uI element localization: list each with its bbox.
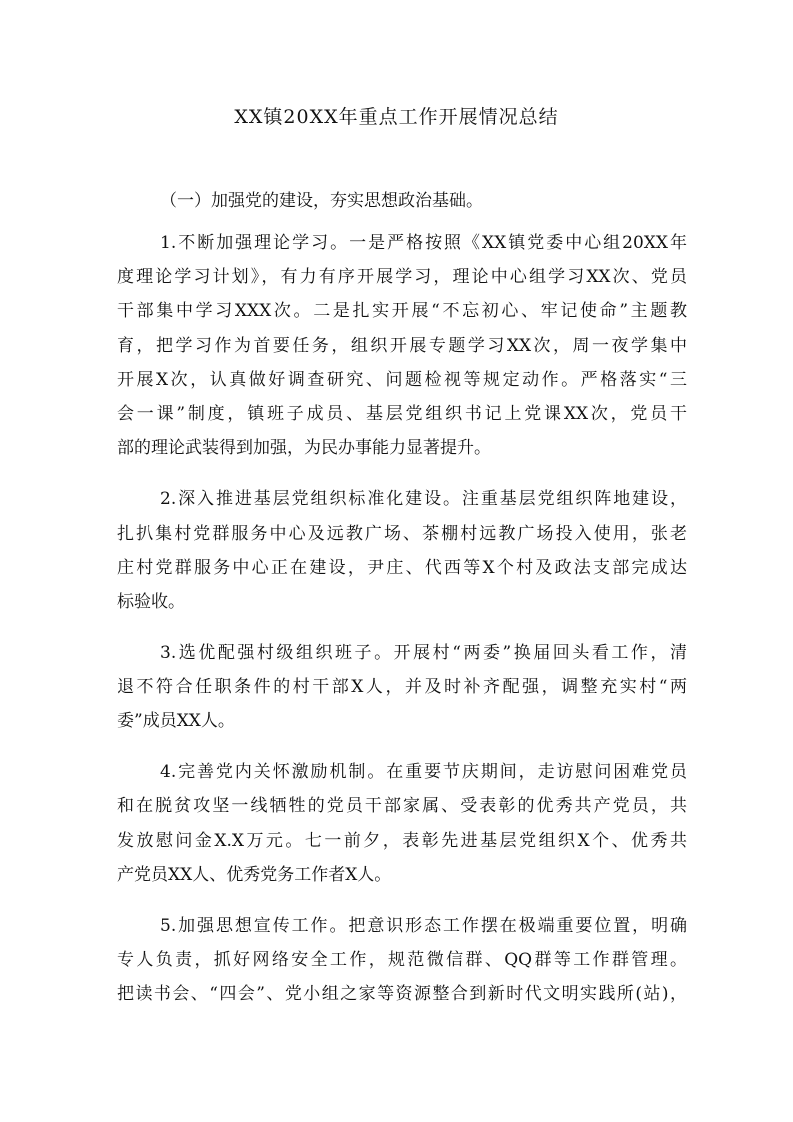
paragraph-1-line-3: 干部集中学习XXX次。二是扎实开展“不忘初心、牢记使命”主题教 (117, 301, 687, 321)
paragraph-1-line-5: 开展X次，认真做好调查研究、问题检视等规定动作。严格落实“三 (117, 370, 687, 390)
paragraph-4-line-3: 发放慰问金X.X万元。七一前夕，表彰先进基层党组织X个、优秀共 (117, 831, 687, 851)
paragraph-1-line-2: 度理论学习计划》，有力有序开展学习，理论中心组学习XX次、党员 (117, 267, 687, 287)
paragraph-1-line-7: 部的理论武装得到加强，为民办事能力显著提升。 (117, 438, 491, 458)
section-heading: （一）加强党的建设，夯实思想政治基础。 (160, 191, 483, 211)
paragraph-4-line-4: 产党员XX人、优秀党务工作者X人。 (117, 865, 392, 885)
paragraph-4-line-1: 4.完善党内关怀激励机制。在重要节庆期间，走访慰问困难党员 (160, 762, 687, 782)
paragraph-2-line-3: 庄村党群服务中心正在建设，尹庄、代西等X个村及政法支部完成达 (117, 558, 687, 578)
paragraph-2-line-2: 扎扒集村党群服务中心及远教广场、茶棚村远教广场投入使用，张老 (117, 524, 687, 544)
paragraph-1-line-6: 会一课”制度，镇班子成员、基层党组织书记上党课XX次，党员干 (117, 404, 687, 424)
paragraph-5-line-2: 专人负责，抓好网络安全工作，规范微信群、QQ群等工作群管理。 (117, 950, 687, 970)
paragraph-5-line-3: 把读书会、“四会”、党小组之家等资源整合到新时代文明实践所(站)， (117, 984, 687, 1004)
paragraph-3-line-1: 3.选优配强村级组织班子。开展村“两委”换届回头看工作，清 (160, 643, 687, 663)
paragraph-3-line-2: 退不符合任职条件的村干部X人，并及时补齐配强，调整充实村“两 (117, 677, 687, 697)
paragraph-3-line-3: 委”成员XX人。 (117, 711, 235, 731)
paragraph-2-line-1: 2.深入推进基层党组织标准化建设。注重基层党组织阵地建设， (160, 489, 687, 509)
paragraph-4-line-2: 和在脱贫攻坚一线牺牲的党员干部家属、受表彰的优秀共产党员，共 (117, 796, 687, 816)
paragraph-1-line-4: 育，把学习作为首要任务，组织开展专题学习XX次，周一夜学集中 (117, 336, 687, 356)
paragraph-5-line-1: 5.加强思想宣传工作。把意识形态工作摆在极端重要位置，明确 (160, 916, 687, 936)
document-title: XX镇20XX年重点工作开展情况总结 (234, 106, 559, 128)
paragraph-2-line-4: 标验收。 (117, 592, 185, 612)
paragraph-1-line-1: 1.不断加强理论学习。一是严格按照《XX镇党委中心组20XX年 (160, 233, 687, 253)
